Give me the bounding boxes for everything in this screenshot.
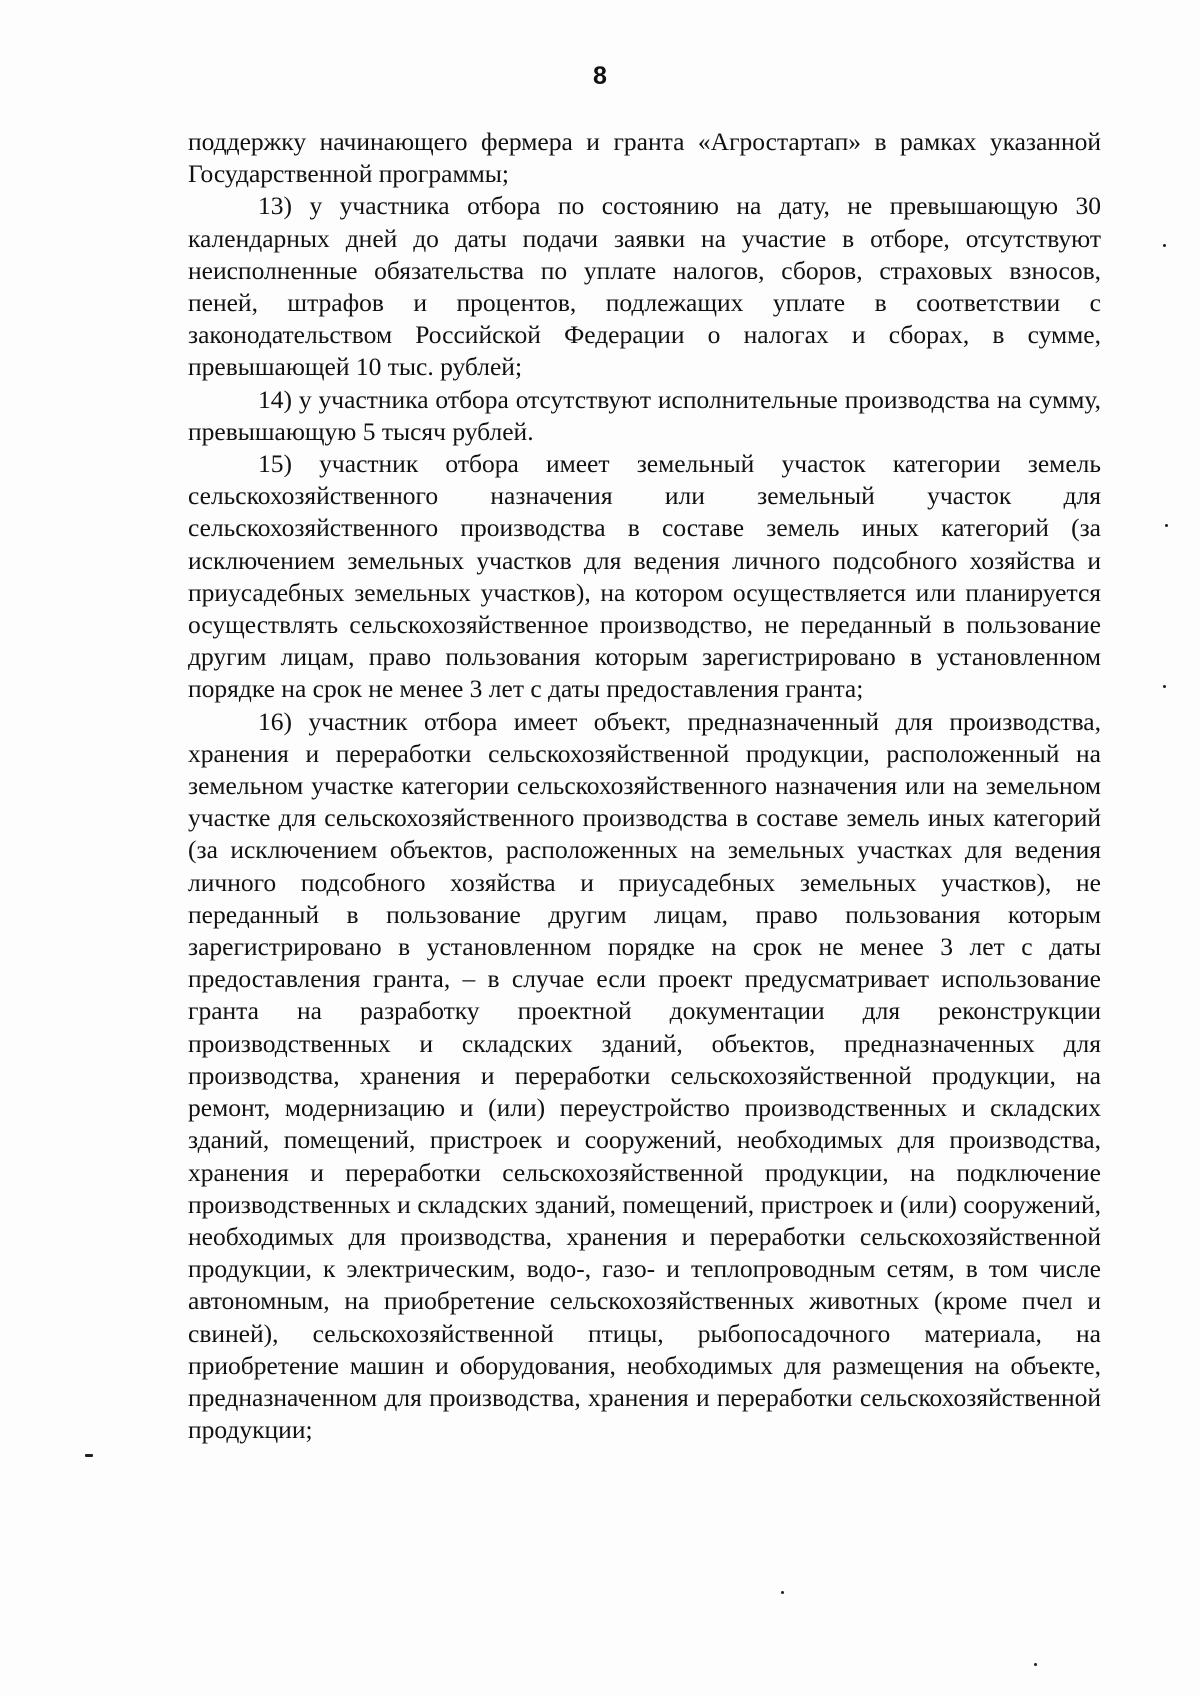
scan-speck	[1163, 685, 1166, 688]
scan-speck	[1163, 244, 1166, 247]
paragraph-item-16: 16) участник отбора имеет объект, предназначенный для производства, хранения и переработки сельскохозяйственной продукции, расположенный на земельном участке категории сельскохозяйственного назначения или на земельном участке для сельскохозяйственного производства в составе земель иных категорий (за исключением объектов, расположенных на земельных участках для ведения личного подсобного хозяйства и приусадебных земельных участков), не переданный в пользование другим лицам, право пользования которым зарегистрировано в установленном порядке на срок не менее 3 лет с даты предоставления гранта, – в случае если проект предусматривает использование гранта на разработку проектной документации для реконструкции производственных и складских зданий, объектов, предназначенных для производства, хранения и переработки сельскохозяйственной продукции, на ремонт, модернизацию и (или) переустройство производственных и складских зданий, помещений, пристроек и сооружений, необходимых для производства, хранения и переработки сельскохозяйственной продукции, на подключение производственных и складских зданий, помещений, пристроек и (или) сооружений, необходимых для производства, хранения и переработки сельскохозяйственной продукции, к электрическим, водо-, газо- и теплопроводным сетям, в том числе автономным, на приобретение сельскохозяйственных животных (кроме пчел и свиней), сельскохозяйственной птицы, рыбопосадочного материала, на приобретение машин и оборудования, необходимых для размещения на объекте, предназначенном для производства, хранения и переработки сельскохозяйственной продукции;	[188, 706, 1101, 1445]
paragraph-continuation: поддержку начинающего фермера и гранта «Агростартап» в рамках указанной Государственной программы;	[188, 127, 1101, 189]
scan-speck	[781, 1591, 784, 1594]
paragraph-item-15: 15) участник отбора имеет земельный участок категории земель сельскохозяйственного назначения или земельный участок для сельскохозяйственного производства в составе земель иных категорий (за исключением земельных участков для ведения личного подсобного хозяйства и приусадебных земельных участков), на котором осуществляется или планируется осуществлять сельскохозяйственное производство, не переданный в пользование другим лицам, право пользования которым зарегистрировано в установленном порядке на срок не менее 3 лет с даты предоставления гранта;	[188, 449, 1101, 704]
scan-speck	[1034, 1663, 1037, 1666]
page-number: 8	[593, 62, 607, 90]
scan-speck	[1165, 524, 1168, 527]
paragraph-item-13: 13) у участника отбора по состоянию на дату, не превышающую 30 календарных дней до даты подачи заявки на участие в отборе, отсутствуют неисполненные обязательства по уплате налогов, сборов, страховых взносов, пеней, штрафов и процентов, подлежащих уплате в соответствии с законодательством Российской Федерации о налогах и сборах, в сумме, превышающей 10 тыс. рублей;	[188, 191, 1101, 382]
scan-speck	[85, 1454, 93, 1457]
paragraph-item-14: 14) у участника отбора отсутствуют исполнительные производства на сумму, превышающую 5 тысяч рублей.	[188, 384, 1101, 446]
document-body	[188, 126, 1101, 1446]
